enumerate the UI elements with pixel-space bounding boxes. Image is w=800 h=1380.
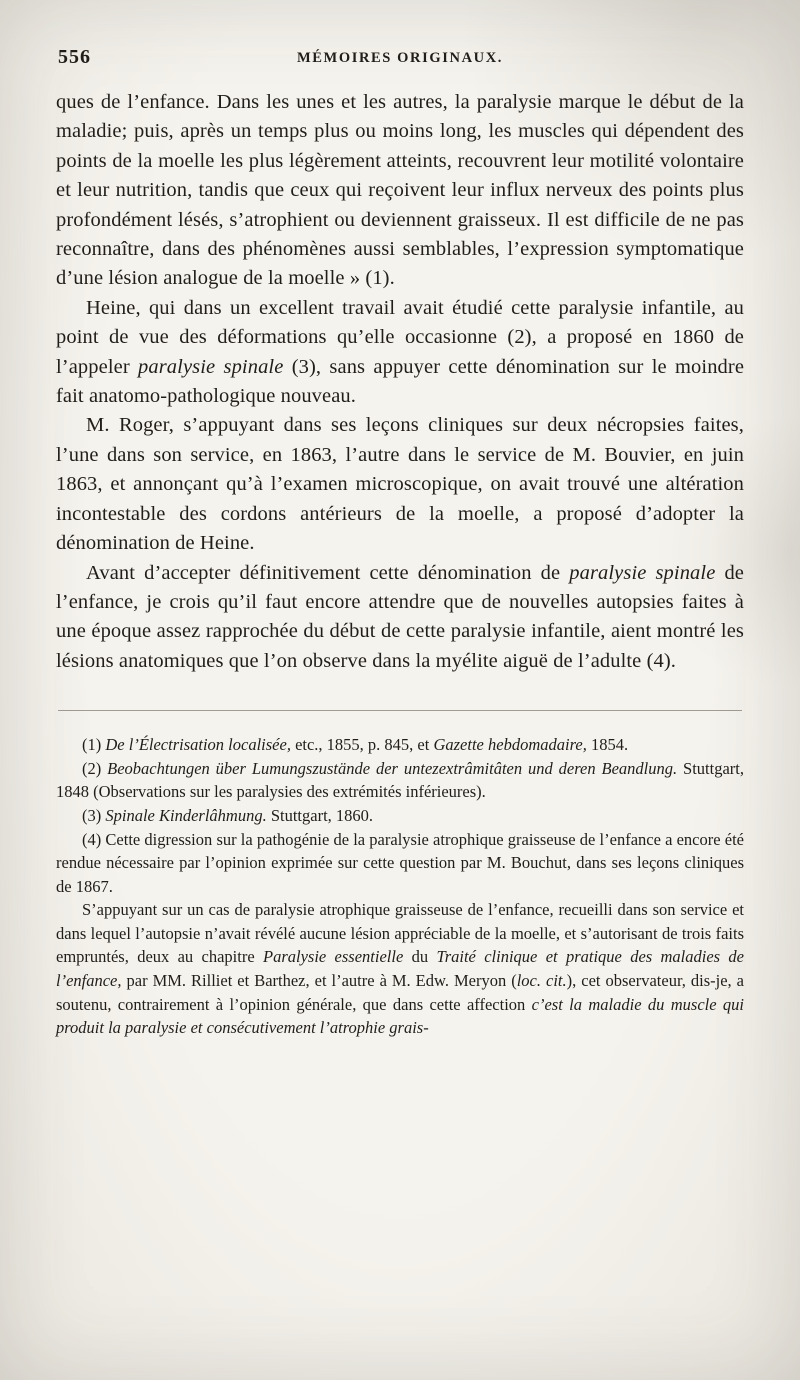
paragraph-1	[56, 88, 744, 294]
footnote-1	[56, 733, 744, 757]
text-segment: 1854.	[586, 735, 629, 755]
paragraph-4	[56, 559, 744, 677]
footnote-marker: (1)	[82, 735, 106, 755]
text-segment: Heine, qui dans un excellent travail avait étudié cette paralysie infantile, au point de vue des déformations qu’elle occasionne (2), a proposé en 1860 de l’appeler	[56, 296, 744, 378]
italic-quote: c’est la maladie du muscle qui produit la paralysie et consécutivement l’atrophie grais-	[56, 994, 744, 1038]
text-segment: du	[403, 947, 437, 967]
work-title: Beobachtungen über Lumungszustände der untezextrâmitâten und deren Beandlung.	[107, 758, 678, 778]
text-segment: par MM. Rilliet et Barthez, et l’autre à M. Edw. Meryon (	[121, 971, 517, 991]
text-segment: ques de l’enfance. Dans les unes et les autres, la paralysie marque le début de la maladie; puis, après un temps plus ou moins long, les muscles qui dépendent des points de la moelle les plus légèrement atteints, recouvrent leur motilité volontaire et leur nutrition, tandis que ceux qui reçoivent leur influx nerveux des points plus profondément lésés, s’atrophient ou deviennent graisseux. Il est difficile de ne pas reconnaître, dans des phénomènes aussi semblables, l’expression symptomatique d’une lésion analogue de la moelle » (1).	[56, 91, 744, 290]
text-segment: M. Roger, s’appuyant dans ses leçons cliniques sur deux nécropsies faites, l’une dans son service, en 1863, l’autre dans le service de M. Bouvier, en juin 1863, et annonçant qu’à l’examen microscopique, on avait trouvé une altération incontestable des cordons antérieurs de la moelle, a proposé d’adopter la dénomination de Heine.	[56, 414, 744, 555]
text-segment: Stuttgart, 1860.	[266, 805, 374, 825]
work-title: Spinale Kinderlâhmung.	[105, 805, 267, 825]
footnote-5	[56, 898, 744, 1040]
text-segment: de l’enfance, je crois qu’il faut encore attendre que de nouvelles autopsies faites à une époque assez rapprochée du début de cette paralysie infantile, aient montré les lésions anatomiques que l’on observe dans la myélite aiguë de l’adulte (4).	[56, 561, 744, 672]
footnote-2	[56, 757, 744, 804]
work-title: Paralysie essentielle	[262, 947, 404, 967]
text-segment: Stuttgart, 1848 (Observations sur les paralysies des extrémités inférieures).	[56, 758, 744, 802]
main-text	[56, 88, 744, 676]
running-title: MÉMOIRES ORIGINAUX.	[296, 50, 504, 66]
text-segment: etc., 1855, p. 845, et	[290, 735, 434, 755]
paragraph-3	[56, 411, 744, 558]
text-segment: ), cet observateur, dis-je, a soutenu, contrairement à l’opinion générale, que dans cette affection	[56, 971, 744, 1014]
work-title: Gazette hebdomadaire,	[433, 735, 587, 755]
text-segment: (4) Cette digression sur la pathogénie de la paralysie atrophique graisseuse de l’enfance a encore été rendue nécessaire par l’opinion exprimée sur cette question par M. Bouchut, dans ses leçons cliniques de 1867.	[56, 829, 744, 896]
paragraph-2	[56, 294, 744, 412]
text-segment: S’appuyant sur un cas de paralysie atrophique graisseuse de l’enfance, recueilli dans son service et dans lequel l’autopsie n’avait révélé aucune lésion appréciable de la moelle, et s’autorisant de trois faits empruntés, deux au chapitre	[56, 900, 744, 967]
footnote-marker: (3)	[82, 805, 106, 825]
italic-term: paralysie spinale	[569, 561, 716, 584]
text-segment: Avant d’accepter définitivement cette dénomination de	[86, 561, 570, 584]
footnote-4	[56, 828, 744, 899]
footnote-3	[56, 804, 744, 828]
footnote-separator	[58, 710, 742, 711]
page-number: 556	[58, 46, 91, 68]
footnote-marker: (2)	[82, 758, 108, 778]
footnotes	[56, 733, 744, 1040]
text-segment: (3), sans appuyer cette dénomination sur le moindre fait anatomo-pathologique nouveau.	[56, 355, 745, 408]
work-title: Traité clinique et pratique des maladies de l’enfance,	[56, 947, 745, 991]
work-title: De l’Électrisation localisée,	[105, 735, 291, 755]
italic-term: paralysie spinale	[138, 355, 284, 378]
latin-citation: loc. cit.	[516, 971, 567, 991]
page-header	[56, 46, 744, 80]
